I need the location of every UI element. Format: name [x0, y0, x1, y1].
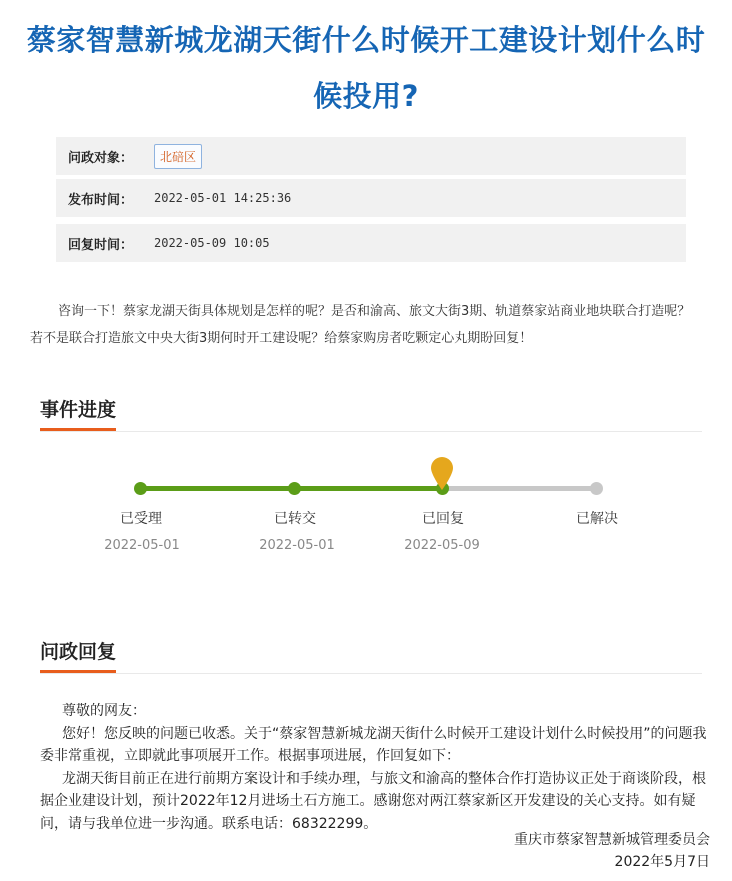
page-title: 蔡家智慧新城龙湖天街什么时候开工建设计划什么时候投用?	[26, 23, 706, 113]
reply-label: 回复时间：	[68, 237, 134, 253]
question-text: 咨询一下！蔡家龙湖天街具体规划是怎样的呢？是否和渝高、旅文大街3期、轨道蔡家站商业地块联合打造呢？若不是联合打造旅文中央大街3期何时开工建设呢？给蔡家购房者吃颗定心丸期盼回复！	[30, 304, 691, 346]
progress-tracker	[100, 456, 660, 566]
publish-time: 2022-05-01 14:25:36	[154, 191, 292, 205]
reply-greeting: 尊敬的网友：	[62, 703, 146, 719]
step-dot-2	[288, 482, 301, 495]
info-row-publish	[56, 179, 686, 217]
reply-date: 2022年5月7日	[614, 854, 710, 870]
info-row-target	[56, 137, 686, 175]
reply-signature: 重庆市蔡家智慧新城管理委员会	[514, 832, 710, 848]
step-date-3: 2022-05-09	[404, 538, 480, 553]
step-label-3: 已回复	[422, 511, 464, 527]
reply-time: 2022-05-09 10:05	[154, 236, 270, 250]
target-label: 问政对象：	[68, 150, 134, 166]
step-dot-1	[134, 482, 147, 495]
info-row-reply	[56, 224, 686, 262]
progress-section-header	[40, 398, 702, 432]
reply-paragraph-1: 您好！您反映的问题已收悉。关于“蔡家智慧新城龙湖天街什么时候开工建设计划什么时候投用”的问题我委非常重视，立即就此事项展开工作。根据事项进展，作回复如下：	[40, 725, 707, 764]
target-tag[interactable]: 北碚区	[154, 144, 202, 169]
reply-section-header	[40, 640, 702, 674]
step-date-1: 2022-05-01	[104, 538, 180, 553]
step-label-2: 已转交	[274, 511, 316, 527]
reply-heading: 问政回复	[40, 640, 116, 673]
location-pin-icon	[430, 456, 454, 490]
reply-paragraph-2: 龙湖天街目前正在进行前期方案设计和手续办理，与旅文和渝高的整体合作打造协议正处于商谈阶段，根据企业建设计划，预计2022年12月进场土石方施工。感谢您对两江蔡家新区开发建设的关心支持。如有疑问，请与我单位进一步沟通。联系电话：68322299。	[40, 770, 706, 832]
reply-body	[40, 700, 712, 835]
step-date-2: 2022-05-01	[259, 538, 335, 553]
step-label-1: 已受理	[120, 511, 162, 527]
step-dot-4	[590, 482, 603, 495]
publish-label: 发布时间：	[68, 192, 134, 208]
progress-heading: 事件进度	[40, 398, 116, 431]
step-label-4: 已解决	[576, 511, 618, 527]
